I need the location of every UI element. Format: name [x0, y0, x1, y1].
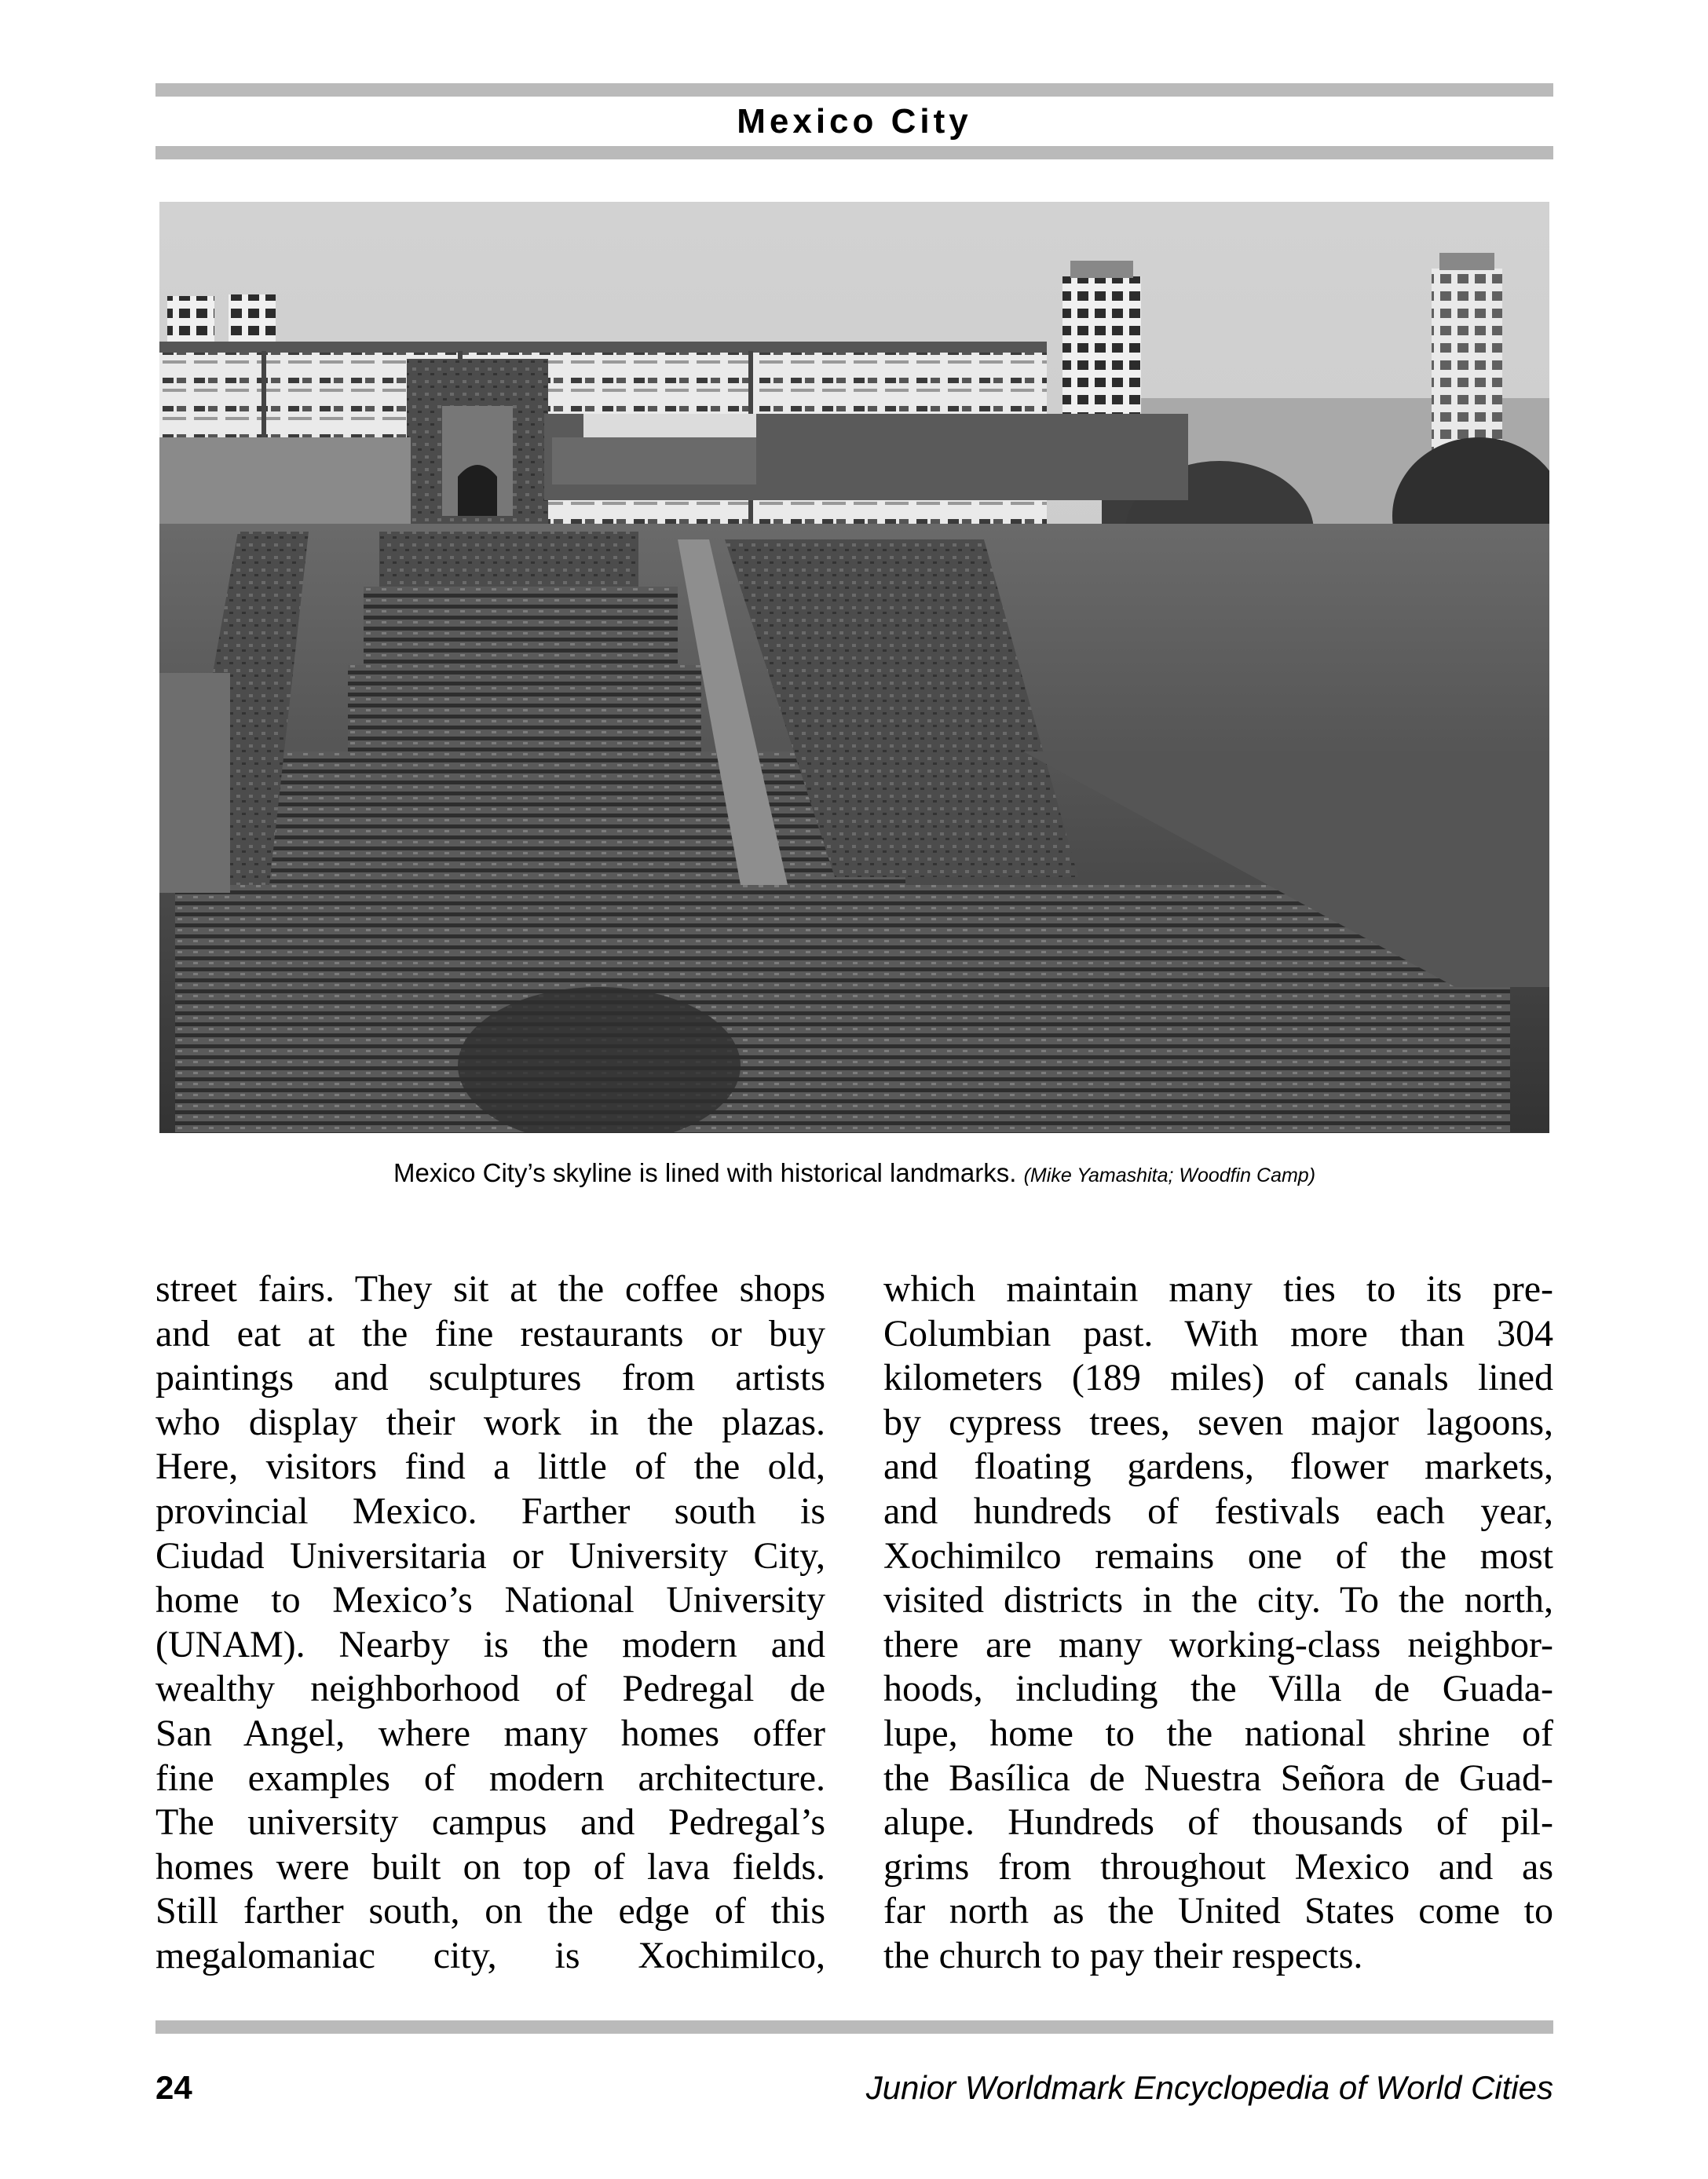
text-line: street fairs. They sit at the coffee shops	[155, 1268, 825, 1310]
text-line: and floating gardens, flower markets,	[883, 1446, 1553, 1488]
text-line: there are many working-class neighbor-	[883, 1623, 1553, 1665]
text-line: Columbian past. With more than 304	[883, 1312, 1553, 1355]
text-line: Here, visitors find a little of the old,	[155, 1446, 825, 1488]
text-line: homes were built on top of lava fields.	[155, 1845, 825, 1888]
text-line: and eat at the fine restaurants or buy	[155, 1312, 825, 1355]
text-line: wealthy neighborhood of Pedregal de	[155, 1668, 825, 1710]
photo-illustration	[159, 202, 1549, 1133]
photo-credit: (Mike Yamashita; Woodfin Camp)	[1023, 1164, 1316, 1186]
text-line: by cypress trees, seven major lagoons,	[883, 1401, 1553, 1443]
text-line: visited districts in the city. To the north,	[883, 1579, 1553, 1621]
text-line: kilometers (189 miles) of canals lined	[883, 1357, 1553, 1399]
publication-title: Junior Worldmark Encyclopedia of World Cities	[865, 2069, 1553, 2106]
text-line: the Basílica de Nuestra Señora de Guad-	[883, 1757, 1553, 1799]
header-rule-top	[155, 83, 1553, 97]
text-line: provincial Mexico. Farther south is	[155, 1490, 825, 1532]
skyline-photo	[159, 202, 1549, 1133]
text-line: which maintain many ties to its pre-	[883, 1268, 1553, 1310]
text-line: and hundreds of festivals each year,	[883, 1490, 1553, 1532]
page-number: 24	[155, 2069, 192, 2106]
text-line-last: the church to pay their respects.	[883, 1934, 1363, 1976]
text-line: grims from throughout Mexico and as	[883, 1845, 1553, 1888]
header-rule-bottom	[155, 146, 1553, 159]
text-line: The university campus and Pedregal’s	[155, 1801, 825, 1844]
text-line: paintings and sculptures from artists	[155, 1357, 825, 1399]
text-line: alupe. Hundreds of thousands of pil-	[883, 1801, 1553, 1844]
body-column-right	[883, 1267, 1553, 1979]
text-line: San Angel, where many homes offer	[155, 1712, 825, 1754]
body-column-left	[155, 1267, 825, 1979]
text-line: who display their work in the plazas.	[155, 1401, 825, 1443]
text-line: Still farther south, on the edge of this	[155, 1890, 825, 1932]
footer-rule	[155, 2020, 1553, 2034]
text-line: (UNAM). Nearby is the modern and	[155, 1623, 825, 1665]
text-line: Xochimilco remains one of the most	[883, 1534, 1553, 1577]
text-line: lupe, home to the national shrine of	[883, 1712, 1553, 1754]
photo-caption	[155, 1158, 1553, 1197]
page-header-title: Mexico City	[737, 102, 972, 141]
text-line: Ciudad Universitaria or University City,	[155, 1534, 825, 1577]
text-line: megalomaniac city, is Xochimilco,	[155, 1934, 825, 1976]
text-line: home to Mexico’s National University	[155, 1579, 825, 1621]
text-line: fine examples of modern architecture.	[155, 1757, 825, 1799]
text-line: hoods, including the Villa de Guada-	[883, 1668, 1553, 1710]
text-line: far north as the United States come to	[883, 1890, 1553, 1932]
caption-text: Mexico City’s skyline is lined with historical landmarks.	[393, 1158, 1017, 1187]
